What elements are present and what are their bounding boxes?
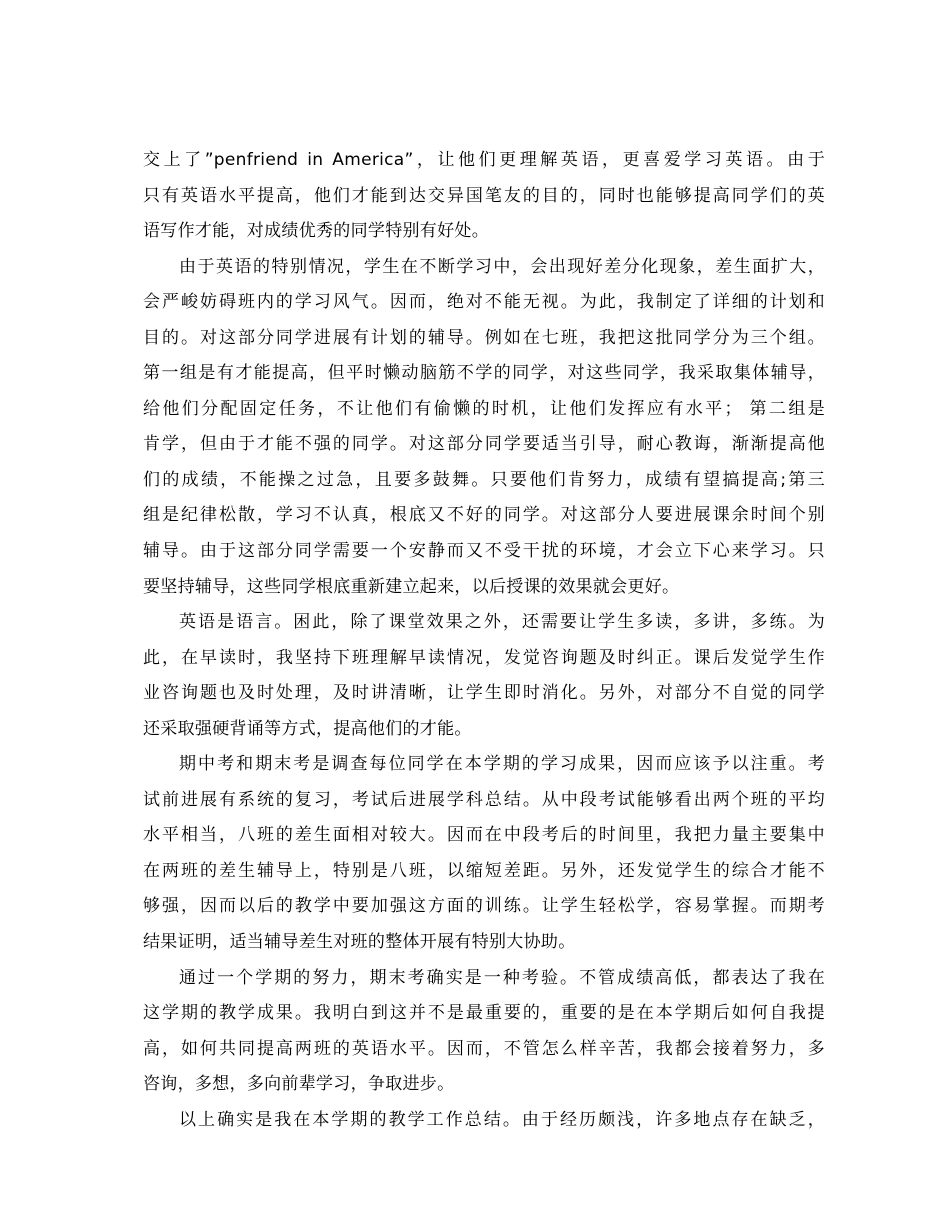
text-line: 水平相当，八班的差生面相对较大。因而在中段考后的时间里，我把力量主要集中 xyxy=(143,825,825,846)
text-line: 组是纪律松散，学习不认真，根底又不好的同学。对这部分人要进展课余时间个别 xyxy=(143,505,825,526)
text-line: 这学期的教学成果。我明白到这并不是最重要的，重要的是在本学期后如何自我提 xyxy=(143,1003,825,1024)
text-line: 通过一个学期的努力，期末考确实是一种考验。不管成绩高低，都表达了我在 xyxy=(179,967,825,988)
text-line: 还采取强硬背诵等方式，提高他们的才能。 xyxy=(143,718,472,739)
text-line: 期中考和期末考是调查每位同学在本学期的学习成果，因而应该予以注重。考 xyxy=(179,754,825,775)
text-line: 试前进展有系统的复习，考试后进展学科总结。从中段考试能够看出两个班的平均 xyxy=(143,789,825,810)
text-line: 第一组是有才能提高，但平时懒动脑筋不学的同学，对这些同学，我采取集体辅导， xyxy=(143,363,825,384)
paragraph-penfriend xyxy=(143,143,825,250)
text-line: 交上了”penfriend in America”，让他们更理解英语，更喜爱学习英语。由于 xyxy=(143,150,825,170)
text-line: 只有英语水平提高，他们才能到达交异国笔友的目的，同时也能够提高同学们的英 xyxy=(143,185,825,206)
text-line: 由于英语的特别情况，学生在不断学习中，会出现好差分化现象，差生面扩大， xyxy=(179,256,825,277)
text-line: 够强，因而以后的教学中要加强这方面的训练。让学生轻松学，容易掌握。而期考 xyxy=(143,896,825,917)
paragraph-language-practice xyxy=(143,605,825,747)
text-line: 此，在早读时，我坚持下班理解早读情况，发觉咨询题及时纠正。课后发觉学生作 xyxy=(143,647,825,668)
text-line: 咨询，多想，多向前辈学习，争取进步。 xyxy=(143,1074,455,1095)
text-line: 业咨询题也及时处理，及时讲清晰，让学生即时消化。另外，对部分不自觉的同学 xyxy=(143,683,825,704)
paragraph-exams xyxy=(143,747,825,960)
text-line: 给他们分配固定任务，不让他们有偷懒的时机，让他们发挥应有水平； 第二组是 xyxy=(143,398,825,419)
document-body xyxy=(143,143,825,1138)
text-line: 高，如何共同提高两班的英语水平。因而，不管怎么样辛苦，我都会接着努力，多 xyxy=(143,1038,825,1059)
text-line: 结果证明，适当辅导差生对班的整体开展有特别大协助。 xyxy=(143,932,576,953)
text-line: 以上确实是我在本学期的教学工作总结。由于经历颇浅，许多地点存在缺乏， xyxy=(179,1109,825,1130)
paragraph-conclusion xyxy=(143,1103,825,1139)
text-line: 要坚持辅导，这些同学根底重新建立起来，以后授课的效果就会更好。 xyxy=(143,576,680,597)
text-line: 在两班的差生辅导上，特别是八班，以缩短差距。另外，还发觉学生的综合才能不 xyxy=(143,860,825,881)
paragraph-weak-students xyxy=(143,250,825,605)
text-line: 肯学，但由于才能不强的同学。对这部分同学要适当引导，耐心教诲，渐渐提高他 xyxy=(143,434,825,455)
text-line: 英语是语言。困此，除了课堂效果之外，还需要让学生多读，多讲，多练。为 xyxy=(179,612,825,633)
text-line: 目的。对这部分同学进展有计划的辅导。例如在七班，我把这批同学分为三个组。 xyxy=(143,327,825,348)
text-line: 语写作才能，对成绩优秀的同学特别有好处。 xyxy=(143,221,489,242)
text-line: 辅导。由于这部分同学需要一个安静而又不受干扰的环境，才会立下心来学习。只 xyxy=(143,541,825,562)
paragraph-semester-effort xyxy=(143,961,825,1103)
text-line: 会严峻妨碍班内的学习风气。因而，绝对不能无视。为此，我制定了详细的计划和 xyxy=(143,292,825,313)
text-line: 们的成绩，不能操之过急，且要多鼓舞。只要他们肯努力，成绩有望搞提高;第三 xyxy=(143,469,825,490)
